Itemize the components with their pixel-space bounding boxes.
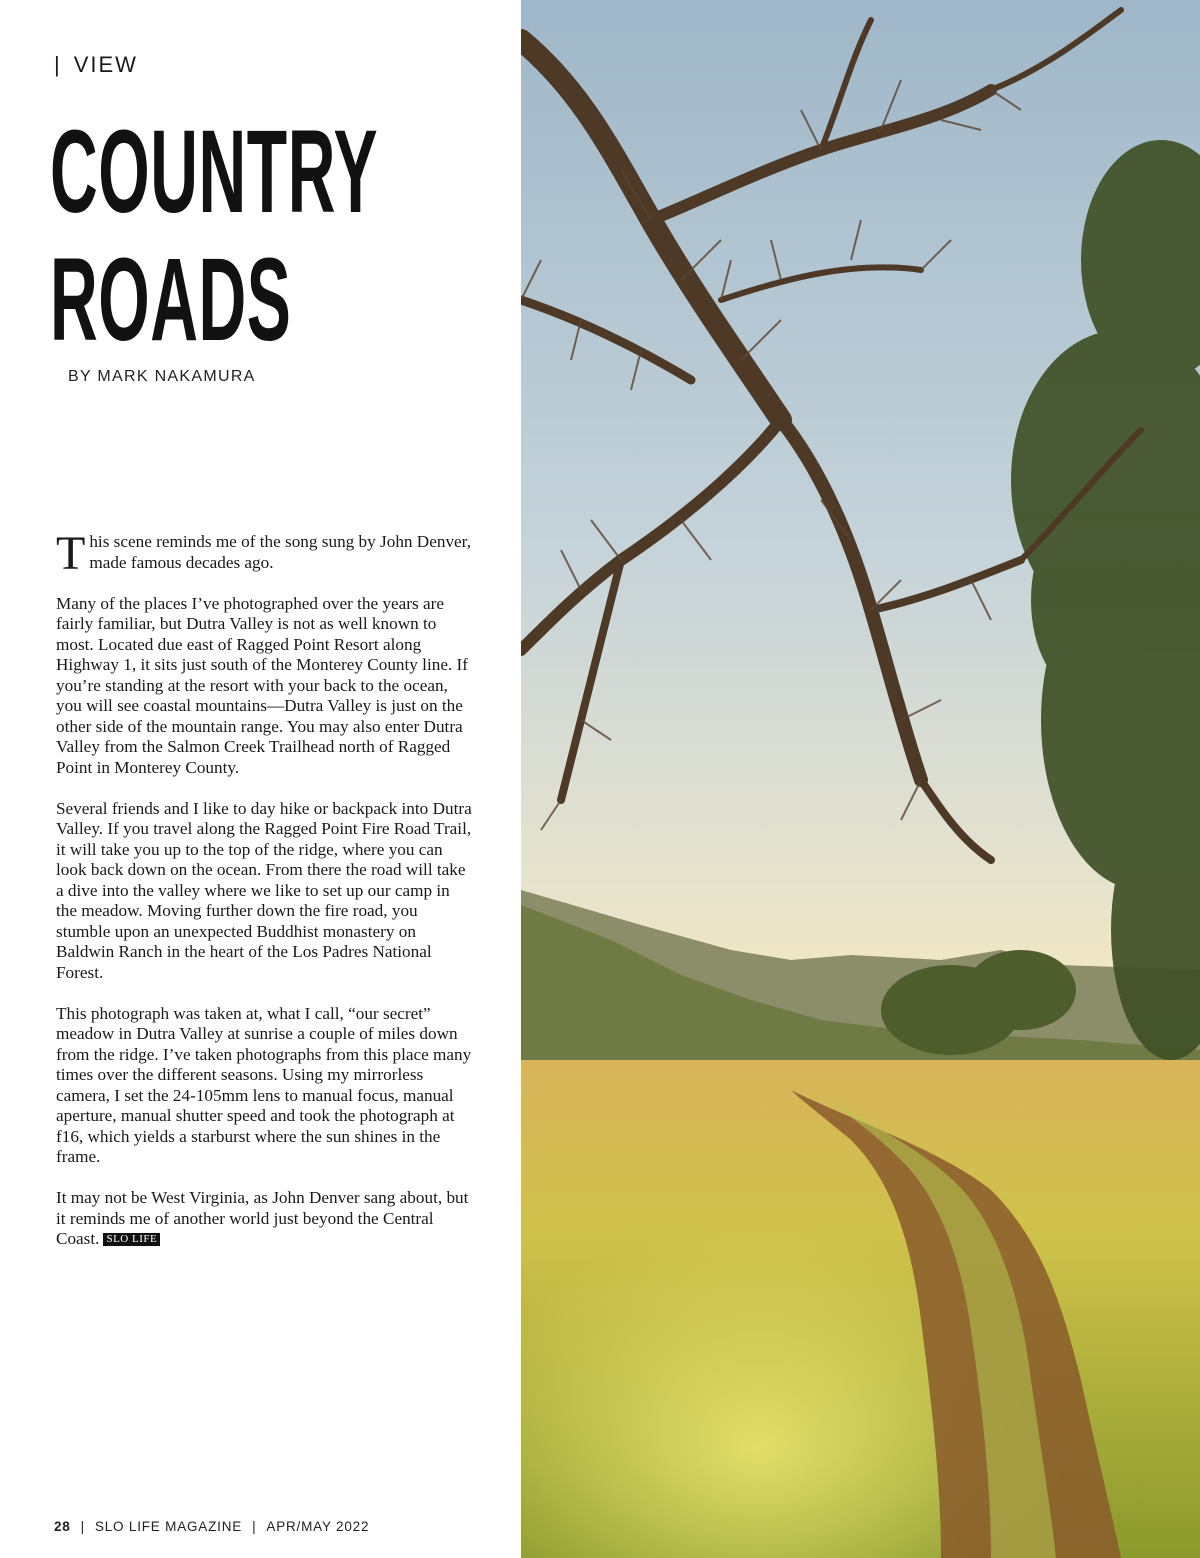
body-paragraph: This photograph was taken at, what I call, “our secret” meadow in Dutra Valley at sunrise a couple of miles down from the ridge. I’ve taken photographs from this place many times over the different seasons. Using my mirrorless camera, I set the 24-105mm lens to manual focus, manual aperture, manual shutter speed and took the photograph at f16, which yields a starburst where the sun shines in the frame. [56,1003,472,1166]
page-footer [54,1519,369,1534]
footer-divider: | [252,1519,257,1534]
intro-paragraph [56,527,474,580]
end-mark-logo: SLO LIFE [103,1233,160,1246]
text-column [0,0,520,1558]
closing-text: It may not be West Virginia, as John Denver sang about, but it reminds me of another world just beyond the Central Coast. [56,1188,469,1248]
section-divider: | [54,52,62,77]
drop-cap: T [56,527,86,580]
magazine-name: SLO LIFE MAGAZINE [94,1519,243,1534]
section-label [54,52,138,78]
issue-date: APR/MAY 2022 [266,1519,370,1534]
section-label-text: VIEW [73,52,138,77]
footer-divider: | [80,1519,85,1534]
title-line-1: COUNTRY [50,106,379,238]
closing-paragraph [56,1188,474,1250]
intro-text: his scene reminds me of the song sung by John Denver, made famous decades ago. [89,532,471,572]
landscape-photo [521,0,1200,1558]
title-line-2: ROADS [50,234,292,366]
page-number: 28 [54,1519,71,1534]
body-paragraph: Many of the places I’ve photographed over the years are fairly familiar, but Dutra Valley is not as well known to most. Located due east of Ragged Point Resort along Highway 1, it sits just south of the Monterey County line. If you’re standing at the resort with your back to the ocean, you will see coastal mountains—Dutra Valley is just on the other side of the mountain range. You may also enter Dutra Valley from the Salmon Creek Trailhead north of Ragged Point in Monterey County. [56,593,468,777]
article-body [56,527,474,1270]
byline: BY MARK NAKAMURA [68,368,256,385]
article-title [50,108,378,364]
body-paragraph: Several friends and I like to day hike or backpack into Dutra Valley. If you travel along the Ragged Point Fire Road Trail, it will take you up to the top of the ridge, where you can look back down on the ocean. From there the road will take a dive into the valley where we like to set up our camp in the meadow. Moving further down the fire road, you stumble upon an unexpected Buddhist monastery on Baldwin Ranch in the heart of the Los Padres National Forest. [56,798,472,982]
